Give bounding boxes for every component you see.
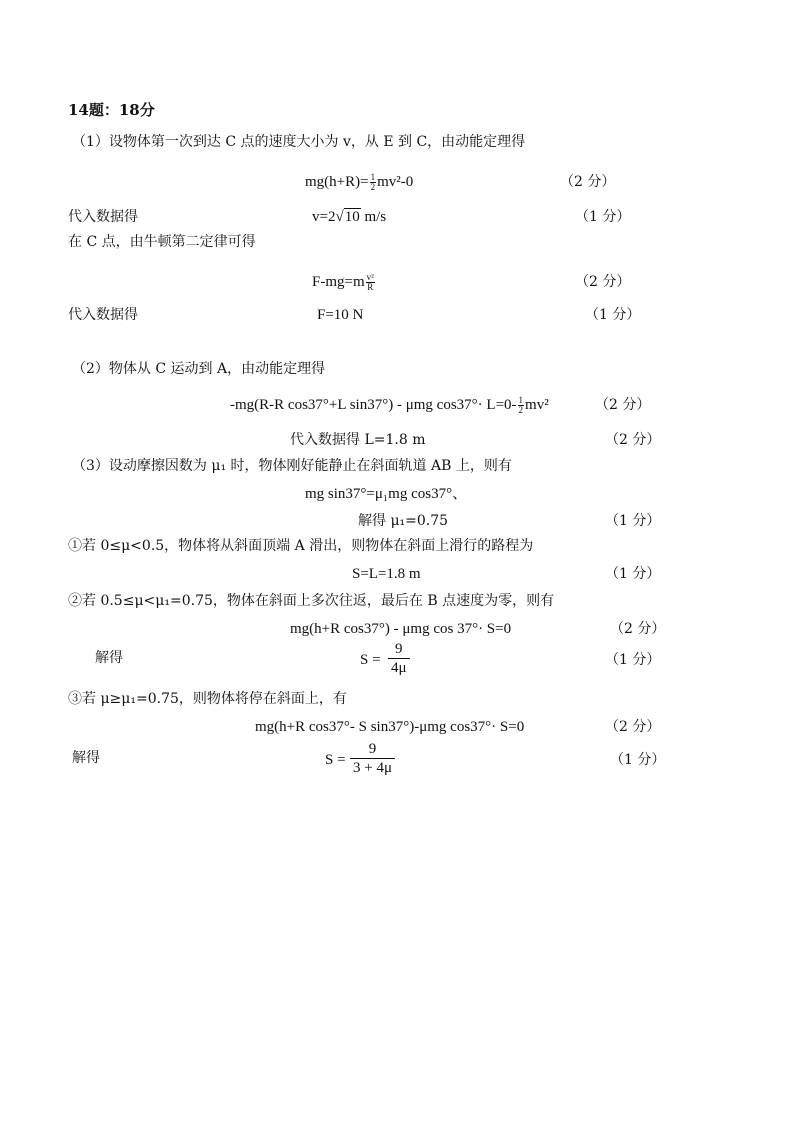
part1-eq1 — [305, 172, 413, 192]
part2-eq-den: 2 — [518, 405, 524, 416]
part3-case2: ②若 0.5≤μ<μ₁=0.75，物体在斜面上多次往返，最后在 B 点速度为零，则有 — [68, 593, 555, 609]
eq1-lhs: mg(h+R)= — [305, 174, 369, 190]
part3-case2-eq-points: （2 分） — [610, 621, 666, 637]
part3-case3-eq-points: （2 分） — [605, 719, 661, 735]
part3-case2-eq: mg(h+R cos37°) - μmg cos 37°· S=0 — [290, 621, 512, 637]
part3-case2-sol-points: （1 分） — [605, 652, 661, 668]
part1-eq1-points: （2 分） — [560, 174, 616, 190]
part2-sub-points: （2 分） — [605, 432, 661, 448]
part2-eq — [230, 395, 549, 415]
problem-title: 14题：18分 — [68, 101, 155, 119]
part2-intro: （2）物体从 C 运动到 A，由动能定理得 — [72, 361, 326, 377]
part2-sub-eq: 代入数据得 L=1.8 m — [290, 432, 426, 448]
case3-num: 9 — [368, 741, 377, 757]
sub1-sqrt-value: 10 — [344, 209, 360, 225]
part1-eq2-points: （2 分） — [575, 274, 631, 290]
eq2-num: v² — [366, 272, 374, 283]
part3-case1: ①若 0≤μ<0.5，物体将从斜面顶端 A 滑出，则物体在斜面上滑行的路程为 — [68, 538, 534, 554]
part2-eq-points: （2 分） — [595, 397, 651, 413]
eq1-num: 1 — [370, 172, 376, 183]
part3-case2-sol-lhs: S = — [360, 652, 381, 668]
part3-case3-fraction — [350, 740, 395, 777]
part1-sub1-label: 代入数据得 — [68, 209, 138, 225]
part3-case1-eq: S=L=1.8 m — [352, 566, 421, 582]
eq1-den: 2 — [370, 182, 376, 193]
case2-den: 4μ — [388, 658, 410, 677]
case2-num: 9 — [395, 641, 403, 657]
eq2-fraction — [366, 273, 375, 292]
part1-newton-intro: 在 C 点，由牛顿第二定律可得 — [68, 234, 256, 250]
part3-case1-points: （1 分） — [605, 566, 661, 582]
part2-eq-rhs: mv² — [525, 397, 549, 413]
part2-eq-num: 1 — [518, 395, 524, 406]
part1-sub2-points: （1 分） — [585, 307, 641, 323]
part3-sol1: 解得 μ₁=0.75 — [358, 513, 449, 529]
part2-eq-fraction — [518, 396, 525, 415]
sqrt-icon: √ — [335, 209, 344, 225]
part3-eq1: mg sin37°=μ₁mg cos37°、 — [305, 486, 468, 502]
part3-case2-fraction — [388, 640, 410, 677]
part1-intro: （1）设物体第一次到达 C 点的速度大小为 v，从 E 到 C，由动能定理得 — [72, 134, 526, 150]
sub1-unit: m/s — [364, 209, 387, 225]
part1-sub1-eq — [312, 207, 386, 227]
part3-case3-sol-lhs: S = — [325, 752, 346, 768]
part3-case3-sol-points: （1 分） — [610, 752, 666, 768]
part3-case3: ③若 μ≥μ₁=0.75，则物体将停在斜面上，有 — [68, 691, 347, 707]
eq2-den: R — [367, 282, 374, 293]
part1-sub2-label: 代入数据得 — [68, 307, 138, 323]
part1-eq2 — [312, 272, 376, 292]
part2-eq-lhs: -mg(R-R cos37°+L sin37°) - μmg cos37°· L=0- — [230, 397, 517, 413]
case3-den: 3 + 4μ — [350, 758, 395, 777]
eq1-fraction — [370, 173, 377, 192]
part3-case3-sol-label: 解得 — [72, 750, 100, 766]
eq1-rhs: mv²-0 — [377, 174, 414, 190]
part3-case3-eq: mg(h+R cos37°- S sin37°)-μmg cos37°· S=0 — [255, 719, 525, 735]
part3-intro: （3）设动摩擦因数为 μ₁ 时，物体刚好能静止在斜面轨道 AB 上，则有 — [72, 458, 512, 474]
part3-sol1-points: （1 分） — [605, 513, 661, 529]
part3-case2-sol-label: 解得 — [95, 650, 123, 666]
part1-sub1-points: （1 分） — [575, 209, 631, 225]
part1-sub2-eq: F=10 N — [317, 307, 364, 323]
eq2-lhs: F-mg=m — [312, 274, 365, 290]
sub1-prefix: v=2 — [312, 209, 336, 225]
